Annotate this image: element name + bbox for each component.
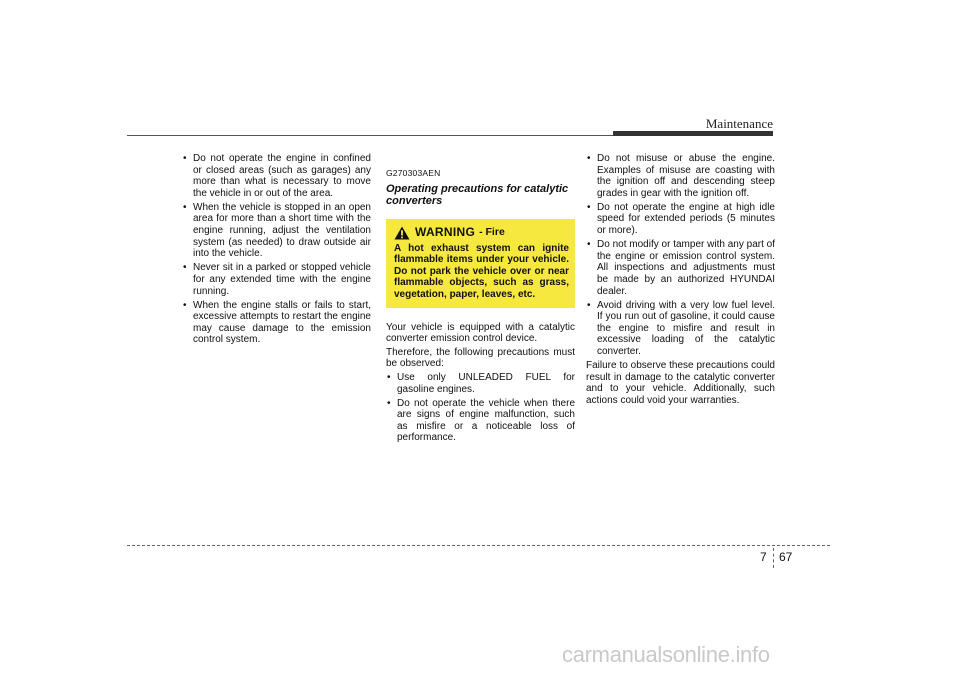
list-item: • Do not misuse or abuse the engine. Examples of misuse are coasting with the ignition off and descending steep grades in gear with the ignition off.	[586, 153, 775, 199]
chapter-number: 7	[760, 550, 767, 564]
column-left	[182, 153, 371, 349]
footer-rule	[127, 545, 830, 546]
list-item: • When the engine stalls or fails to start, excessive attempts to restart the engine may cause damage to the emission control system.	[182, 300, 371, 346]
watermark: carmanualsonline.info	[562, 642, 770, 667]
list-item: • Use only UNLEADED FUEL for gasoline engines.	[386, 372, 575, 395]
warning-title: WARNING	[415, 224, 476, 239]
section-code: G270303AEN	[386, 168, 441, 178]
warning-body: A hot exhaust system can ignite flammable items under your vehicle. Do not park the vehicle over or near flammable objects, such as grass, vegetation, paper, leaves, etc.	[394, 242, 569, 300]
paragraph: Therefore, the following precautions must be observed:	[386, 346, 575, 370]
page-number: 67	[779, 550, 793, 564]
warning-triangle-icon	[394, 226, 410, 240]
list-item: • When the vehicle is stopped in an open area for more than a short time with the engine running, adjust the ventilation system (as needed) to draw outside air into the vehicle.	[182, 202, 371, 260]
warning-box	[386, 219, 575, 308]
closing-paragraph: Failure to observe these precautions could result in damage to the catalytic converter and to your vehicle. Additionally, such actions could void your warranties.	[586, 360, 775, 406]
subheading: Operating precautions for catalytic converters	[386, 182, 569, 208]
warning-header	[394, 226, 569, 240]
page-number-divider	[773, 548, 774, 568]
bullet-list	[182, 153, 371, 346]
list-item: • Avoid driving with a very low fuel level. If you run out of gasoline, it could cause the engine to misfire and result in excessive loading of the catalytic converter.	[586, 300, 775, 358]
section-title: Maintenance	[705, 116, 773, 131]
header-rule-accent	[613, 131, 773, 136]
list-item: • Do not operate the vehicle when there are signs of engine malfunction, such as misfire or a noticeable loss of performance.	[386, 398, 575, 444]
list-item: • Do not operate the engine in confined or closed areas (such as garages) any more than what is necessary to move the vehicle in or out of the area.	[182, 153, 371, 199]
paragraph: Your vehicle is equipped with a catalytic converter emission control device.	[386, 321, 575, 345]
column-middle	[386, 168, 575, 447]
warning-subtitle: - Fire	[479, 225, 505, 238]
column-right	[586, 153, 775, 408]
bullet-list	[586, 153, 775, 358]
list-item: • Never sit in a parked or stopped vehicle for any extended time with the engine running.	[182, 262, 371, 297]
list-item: • Do not operate the engine at high idle speed for extended periods (5 minutes or more).	[586, 202, 775, 237]
bullet-list	[386, 372, 575, 444]
list-item: • Do not modify or tamper with any part of the engine or emission control system. All inspections and adjustments must be made by an authorized HYUNDAI dealer.	[586, 239, 775, 297]
